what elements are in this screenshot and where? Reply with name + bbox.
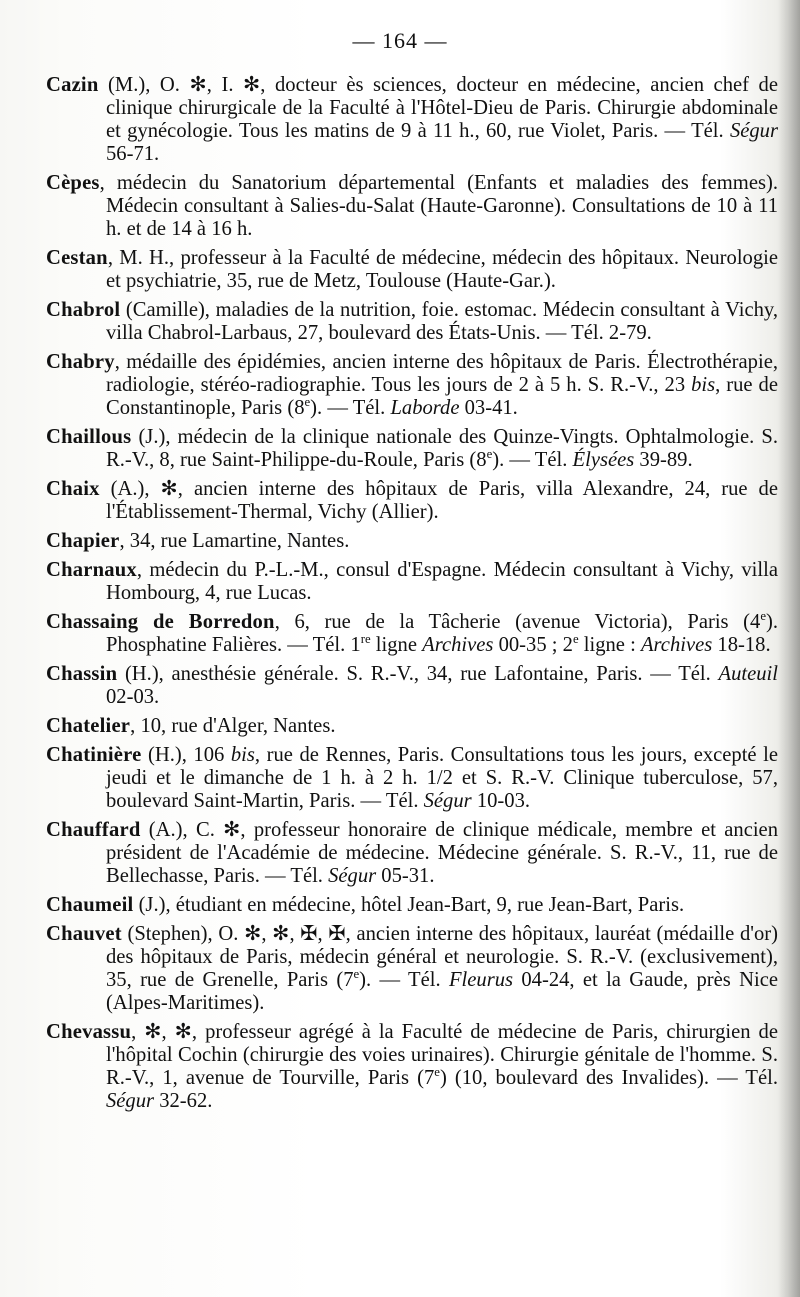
italic-text: Ségur [106,1090,155,1112]
italic-text: Ségur [729,120,778,142]
directory-entry [46,744,778,813]
entry-text: , médecin du P.-L.-M., consul d'Espagne. Médecin consultant à Vichy, villa Hombourg, 4, rue Lucas. [106,559,778,604]
entry-text: , 34, rue Lamartine, Nantes. [119,530,350,552]
ordinal-suffix: e [760,609,766,624]
entry-text: 18-18. [712,634,771,656]
entry-text: ). Phosphatine Falières. — Tél. 1 [106,611,778,656]
entry-text: 10-03. [471,790,531,812]
italic-text: Fleurus [448,969,514,991]
entry-name: Charnaux [46,559,137,581]
italic-text: Ségur [328,865,377,887]
entry-name: Chauffard [46,819,141,841]
directory-entry [46,299,778,345]
directory-entry [46,74,778,166]
entry-text: (J.), médecin de la clinique nationale des Quinze-Vingts. Ophtalmologie. S. R.-V., 8, rue Saint-Philippe-du-Roule, Paris (8 [106,426,778,471]
entry-text: , M. H., professeur à la Faculté de médecine, médecin des hôpitaux. Neurologie et psychiatrie, 35, rue de Metz, Toulouse (Haute-Gar.). [106,247,778,292]
entry-name: Chaix [46,478,100,500]
entry-text: (A.), C. ✻, professeur honoraire de clinique médicale, membre et ancien président de l'Académie de médecine. Médecine générale. S. R.-V., 11, rue de Bellechasse, Paris. — Tél. [106,819,778,887]
entry-name: Chapier [46,530,120,552]
entry-text: 00-35 ; 2 [493,634,573,656]
entry-name: Chaumeil [46,894,134,916]
entry-text: 39-89. [634,449,693,471]
italic-text: bis [230,744,255,766]
ordinal-suffix: e [486,447,493,462]
page-number: — 164 — [352,28,448,53]
entry-text: , 10, rue d'Alger, Nantes. [130,715,336,737]
directory-entry [46,715,778,738]
entry-text: (J.), étudiant en médecine, hôtel Jean-Bart, 9, rue Jean-Bart, Paris. [133,894,685,916]
ordinal-suffix: e [572,632,579,647]
ordinal-suffix: e [434,1065,440,1080]
entry-text: , 6, rue de la Tâcherie (avenue Victoria), Paris (4 [274,611,761,633]
italic-text: Élysées [572,449,635,471]
entry-text: (Stephen), O. ✻, ✻, ✠, ✠, ancien interne des hôpitaux, lauréat (médaille d'or) des hôpitaux de Paris, médecin général et neurologie. S. R.-V. (exclusivement), 35, rue de Grenelle, Paris (7 [106,923,778,991]
entry-text: , rue de Constantinople, Paris (8 [106,374,778,419]
entry-text: , médaille des épidémies, ancien interne des hôpitaux de Paris. Électrothérapie, radiologie, stéréo-radiographie. Tous les jours de 2 à 5 h. S. R.-V., 23 [106,351,778,396]
entry-text: (A.), ✻, ancien interne des hôpitaux de Paris, villa Alexandre, 24, rue de l'Établissement-Thermal, Vichy (Allier). [99,478,778,523]
entry-name: Chatinière [46,744,142,766]
entry-name: Chassaing de Borredon [46,611,275,633]
page-spine-shadow [778,0,800,1297]
directory-entry [46,663,778,709]
entry-text: ). — Tél. [359,969,449,991]
italic-text: bis [691,374,716,396]
italic-text: Archives [640,634,713,656]
directory-entry [46,426,778,472]
entry-text: ). — Tél. [310,397,391,419]
directory-entry [46,923,778,1015]
entry-text: (H.), anesthésie générale. S. R.-V., 34, rue Lafontaine, Paris. — Tél. [117,663,719,685]
directory-entry [46,530,778,553]
entry-text: 04-24, et la Gaude, près Nice (Alpes-Maritimes). [106,969,778,1014]
entry-text: (M.), O. ✻, I. ✻, docteur ès sciences, docteur en médecine, ancien chef de clinique chirurgicale de la Faculté à l'Hôtel-Dieu de Paris. Chirurgie abdominale et gynécologie. Tous les matins de 9 à 11 h., 60, rue Violet, Paris. — Tél. [98,74,778,142]
entry-text: ligne : [578,634,641,656]
directory-entry [46,247,778,293]
entry-name: Chaillous [46,426,132,448]
italic-text: Auteuil [718,663,778,685]
entry-text: , ✻, ✻, professeur agrégé à la Faculté de médecine de Paris, chirurgien de l'hôpital Cochin (chirurgie des voies urinaires). Chirurgie génitale de l'homme. S. R.-V., 1, avenue de Tourville, Paris (7 [106,1021,778,1089]
directory-entry [46,1021,778,1113]
entry-name: Chauvet [46,923,122,945]
entry-text: , médecin du Sanatorium départemental (Enfants et maladies des femmes). Médecin consultant à Salies-du-Salat (Haute-Garonne). Consultations de 10 à 11 h. et de 14 à 16 h. [99,172,778,240]
entry-text: 02-03. [106,686,160,708]
entry-text: 05-31. [376,865,435,887]
directory-entries [46,74,778,1119]
directory-entry [46,559,778,605]
entry-name: Chabrol [46,299,121,321]
entry-text: ). — Tél. [492,449,573,471]
entry-name: Cestan [46,247,108,269]
ordinal-suffix: e [353,967,360,982]
directory-entry [46,894,778,917]
entry-name: Chatelier [46,715,131,737]
entry-text: ligne [370,634,423,656]
entry-name: Cèpes [46,172,100,194]
directory-entry [46,611,778,657]
italic-text: Laborde [390,397,460,419]
entry-text: ) (10, boulevard des Invalides). — Tél. [439,1067,778,1089]
entry-name: Chabry [46,351,115,373]
entry-text: , rue de Rennes, Paris. Consultations tous les jours, excepté le jeudi et le dimanche de 1 h. à 2 h. 1/2 et S. R.-V. Clinique tuberculose, 57, boulevard Saint-Martin, Paris. — Tél. [106,744,778,812]
italic-text: Ségur [423,790,472,812]
directory-entry [46,819,778,888]
ordinal-suffix: e [304,395,311,410]
italic-text: Archives [422,634,494,656]
entry-text: (Camille), maladies de la nutrition, foie. estomac. Médecin consultant à Vichy, villa Chabrol-Larbaus, 27, boulevard des États-Unis. — Tél. 2-79. [106,299,778,344]
entry-name: Chassin [46,663,118,685]
entry-name: Chevassu [46,1021,132,1043]
directory-entry [46,172,778,241]
entry-text: (H.), 106 [141,744,231,766]
ordinal-suffix: re [360,632,371,647]
entry-text: 32-62. [154,1090,213,1112]
directory-entry [46,478,778,524]
entry-name: Cazin [46,74,99,96]
directory-entry [46,351,778,420]
entry-text: 03-41. [459,397,518,419]
entry-text: 56-71. [106,143,160,165]
